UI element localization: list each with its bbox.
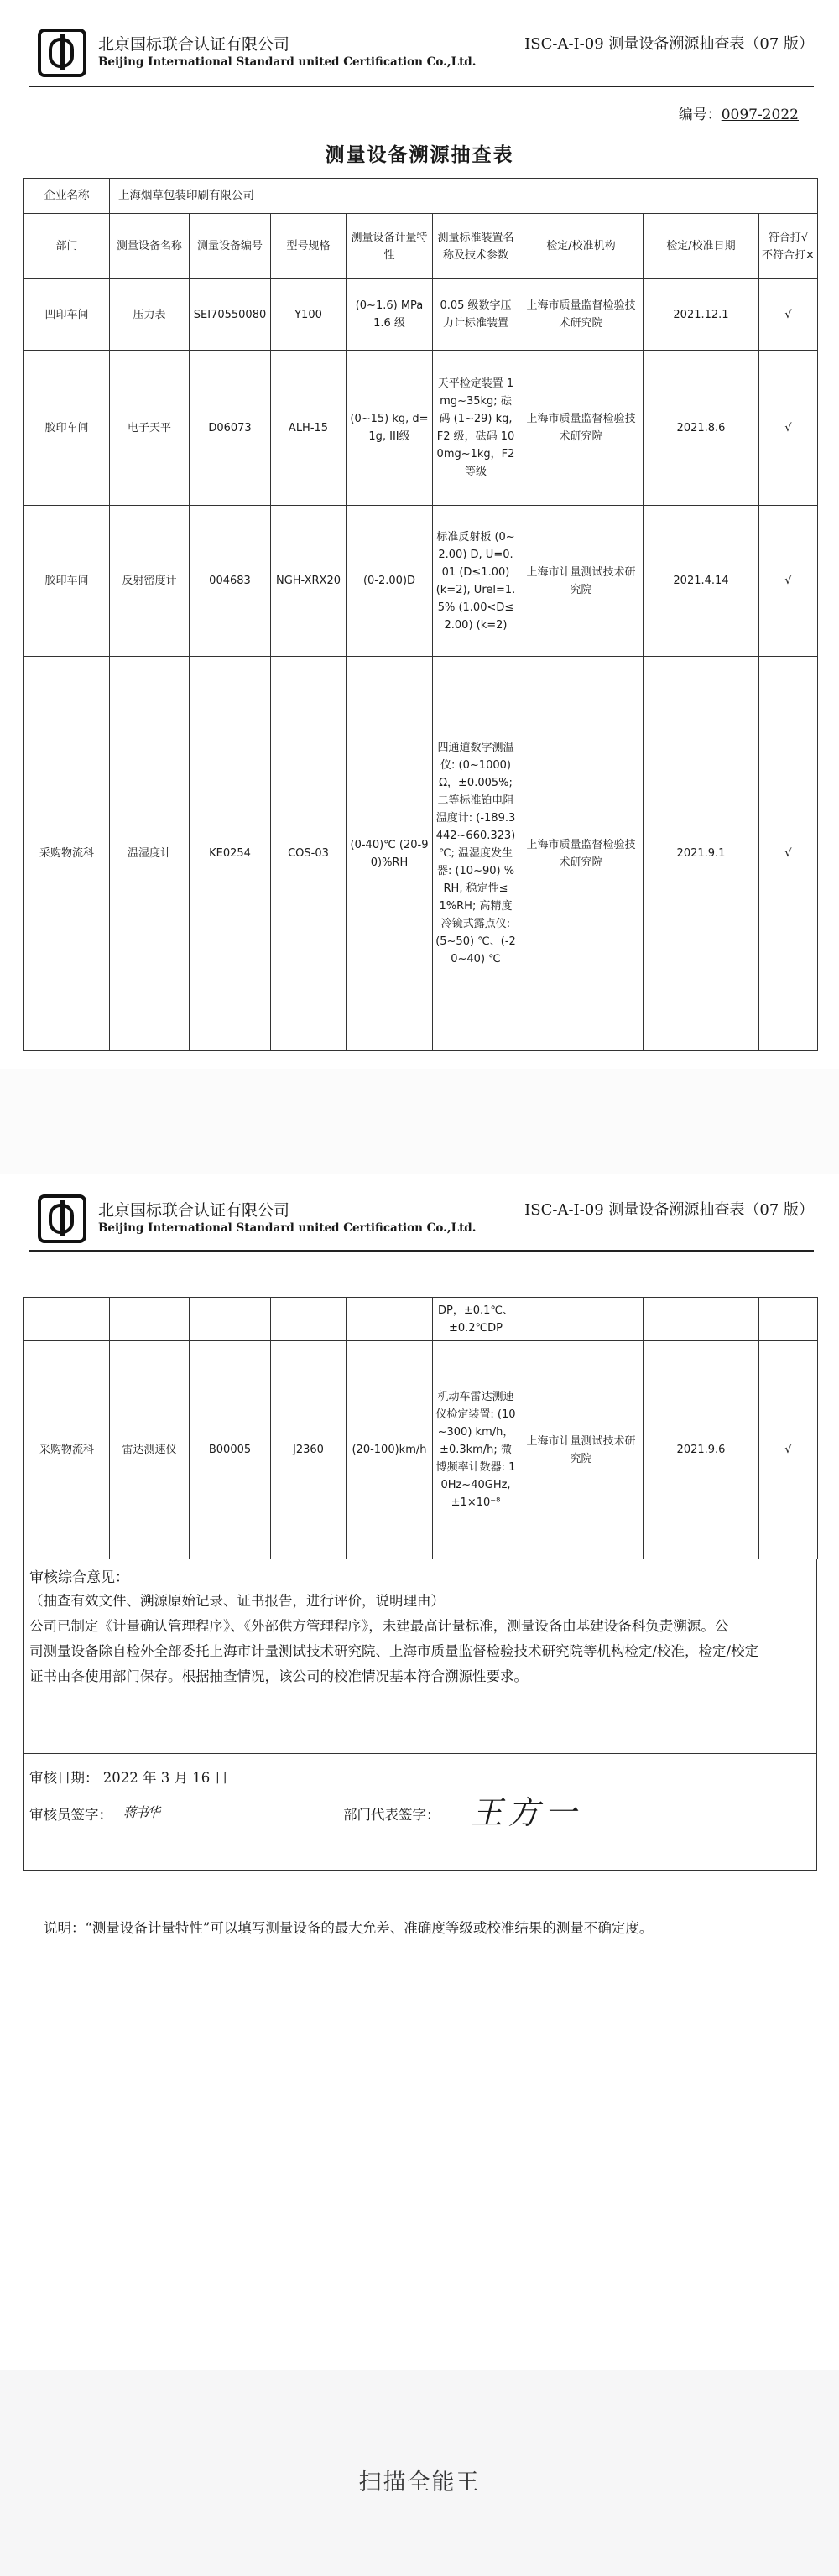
cell-dept: 胶印车间 — [24, 351, 110, 506]
summary-line: 司测量设备除自检外全部委托上海市计量测试技术研究院、上海市质量监督检验技术研究院等机构检定/校准，检定/校定 — [29, 1643, 759, 1659]
cell-result: √ — [759, 351, 818, 506]
cell-spec: (0~1.6) MPa 1.6 级 — [347, 279, 433, 351]
header-divider — [29, 86, 814, 87]
scanner-watermark: 扫描全能王 — [358, 2469, 481, 2495]
table-row — [24, 279, 818, 351]
cell-date: 2021.9.6 — [644, 1341, 759, 1559]
equipment-table-continued — [23, 1297, 818, 1559]
reviewer-label: 审核员签字： — [29, 1807, 112, 1823]
cell-date: 2021.8.6 — [644, 351, 759, 506]
serial-value: 0097-2022 — [721, 107, 799, 123]
cell-date: 2021.12.1 — [644, 279, 759, 351]
cell-agency: 上海市质量监督检验技术研究院 — [519, 279, 644, 351]
summary-line: 公司已制定《计量确认管理程序》、《外部供方管理程序》，未建最高计量标准，测量设备由基建设备科负责溯源。公 — [29, 1618, 729, 1634]
letterhead — [29, 23, 814, 84]
document-page-2 — [0, 1174, 839, 2370]
cell-name: 压力表 — [110, 279, 190, 351]
cell-spec: (0~15) kg, d=1g, III级 — [347, 351, 433, 506]
reviewer-signature: 蒋书华 — [123, 1804, 159, 1820]
table-row — [24, 506, 818, 657]
dept-rep-signature: 王方一 — [471, 1794, 582, 1831]
company-value: 上海烟草包装印刷有限公司 — [110, 179, 818, 214]
org-name-cn: 北京国标联合认证有限公司 — [98, 1201, 290, 1220]
table-row — [24, 657, 818, 1051]
company-row — [24, 179, 818, 214]
col-header: 测量设备计量特性 — [347, 214, 433, 279]
document-code: ISC-A-I-09 测量设备溯源抽查表（07 版） — [524, 1201, 814, 1219]
summary-divider — [24, 1753, 816, 1754]
cell-name: 电子天平 — [110, 351, 190, 506]
cell-number: 004683 — [190, 506, 271, 657]
cell-agency: 上海市计量测试技术研究院 — [519, 1341, 644, 1559]
cell-spec: (0-2.00)D — [347, 506, 433, 657]
summary-line: （抽查有效文件、溯源原始记录、证书报告，进行评价，说明理由） — [29, 1593, 445, 1609]
col-header: 符合打√ 不符合打× — [759, 214, 818, 279]
table-row-continued — [24, 1298, 818, 1341]
footnote: 说明：“测量设备计量特性”可以填写测量设备的最大允差、准确度等级或校准结果的测量不确定度。 — [44, 1920, 654, 1936]
org-name-cn: 北京国标联合认证有限公司 — [98, 35, 290, 54]
cell-number: D06073 — [190, 351, 271, 506]
cell-standard: 四通道数字测温仪: (0~1000) Ω，±0.005%; 二等标准铂电阻温度计: (-189.3442~660.323) ℃; 温湿度发生器: (10~90) %RH, 稳定性≤1%RH; 高精度冷镜式露点仪: (5~50) ℃、(-20~40) ℃ — [433, 657, 519, 1051]
cell-dept: 胶印车间 — [24, 506, 110, 657]
cell-standard: 标准反射板 (0~2.00) D, U=0.01 (D≤1.00) (k=2), Urel=1.5% (1.00<D≤2.00) (k=2) — [433, 506, 519, 657]
dept-rep-label: 部门代表签字： — [343, 1807, 440, 1823]
cell-dept: 采购物流科 — [24, 657, 110, 1051]
cell-model: COS-03 — [271, 657, 347, 1051]
cell-agency: 上海市质量监督检验技术研究院 — [519, 657, 644, 1051]
org-name-en: Beijing International Standard united Certification Co.,Ltd. — [98, 55, 477, 69]
cell-dept: 采购物流科 — [24, 1341, 110, 1559]
serial-number — [679, 102, 799, 123]
cell-spec: (20-100)km/h — [347, 1341, 433, 1559]
table-row — [24, 1341, 818, 1559]
cell-result: √ — [759, 279, 818, 351]
cell-date: 2021.4.14 — [644, 506, 759, 657]
cell-model: ALH-15 — [271, 351, 347, 506]
cell-standard: 0.05 级数字压力计标准装置 — [433, 279, 519, 351]
document-code: ISC-A-I-09 测量设备溯源抽查表（07 版） — [524, 35, 814, 53]
header-divider — [29, 1250, 814, 1252]
serial-label: 编号： — [678, 107, 722, 123]
review-summary — [23, 1559, 817, 1871]
cell-standard: 天平检定装置 1mg~35kg; 砝码 (1~29) kg, F2 级，砝码 100mg~1kg，F2 等级 — [433, 351, 519, 506]
col-header: 检定/校准机构 — [519, 214, 644, 279]
cell-name: 反射密度计 — [110, 506, 190, 657]
col-header: 测量标准装置名称及技术参数 — [433, 214, 519, 279]
page-title: 测量设备溯源抽查表 — [325, 143, 514, 166]
iso-logo-icon — [38, 1194, 86, 1243]
cell-agency: 上海市计量测试技术研究院 — [519, 506, 644, 657]
cell-number: SEI70550080 — [190, 279, 271, 351]
equipment-table — [23, 178, 818, 1051]
summary-line: 证书由各使用部门保存。根据抽查情况，该公司的校准情况基本符合溯源性要求。 — [29, 1668, 528, 1684]
cell-number: KE0254 — [190, 657, 271, 1051]
cell-name: 温湿度计 — [110, 657, 190, 1051]
col-header: 检定/校准日期 — [644, 214, 759, 279]
table-header-row — [24, 214, 818, 279]
cell-standard: 机动车雷达测速仪检定装置: (10~300) km/h，±0.3km/h; 微博频率计数器: 10Hz~40GHz, ±1×10⁻⁸ — [433, 1341, 519, 1559]
page-gap — [0, 1069, 839, 1174]
col-header: 测量设备名称 — [110, 214, 190, 279]
cell-standard: DP，±0.1℃、±0.2℃DP — [433, 1298, 519, 1341]
col-header: 测量设备编号 — [190, 214, 271, 279]
cell-model: NGH-XRX20 — [271, 506, 347, 657]
iso-logo-icon — [38, 29, 86, 77]
cell-result: √ — [759, 1341, 818, 1559]
document-page-1 — [0, 0, 839, 1069]
review-date: 审核日期： 2022 年 3 月 16 日 — [29, 1770, 228, 1786]
cell-date: 2021.9.1 — [644, 657, 759, 1051]
cell-agency: 上海市质量监督检验技术研究院 — [519, 351, 644, 506]
cell-name: 雷达测速仪 — [110, 1341, 190, 1559]
col-header: 型号规格 — [271, 214, 347, 279]
cell-dept: 凹印车间 — [24, 279, 110, 351]
cell-result: √ — [759, 657, 818, 1051]
cell-model: Y100 — [271, 279, 347, 351]
summary-title: 审核综合意见： — [29, 1569, 129, 1586]
cell-number: B00005 — [190, 1341, 271, 1559]
letterhead — [29, 1189, 814, 1250]
col-header: 部门 — [24, 214, 110, 279]
company-label: 企业名称 — [24, 179, 110, 214]
org-name-en: Beijing International Standard united Certification Co.,Ltd. — [98, 1221, 477, 1235]
table-row — [24, 351, 818, 506]
cell-spec: (0-40)℃ (20-90)%RH — [347, 657, 433, 1051]
cell-model: J2360 — [271, 1341, 347, 1559]
cell-result: √ — [759, 506, 818, 657]
